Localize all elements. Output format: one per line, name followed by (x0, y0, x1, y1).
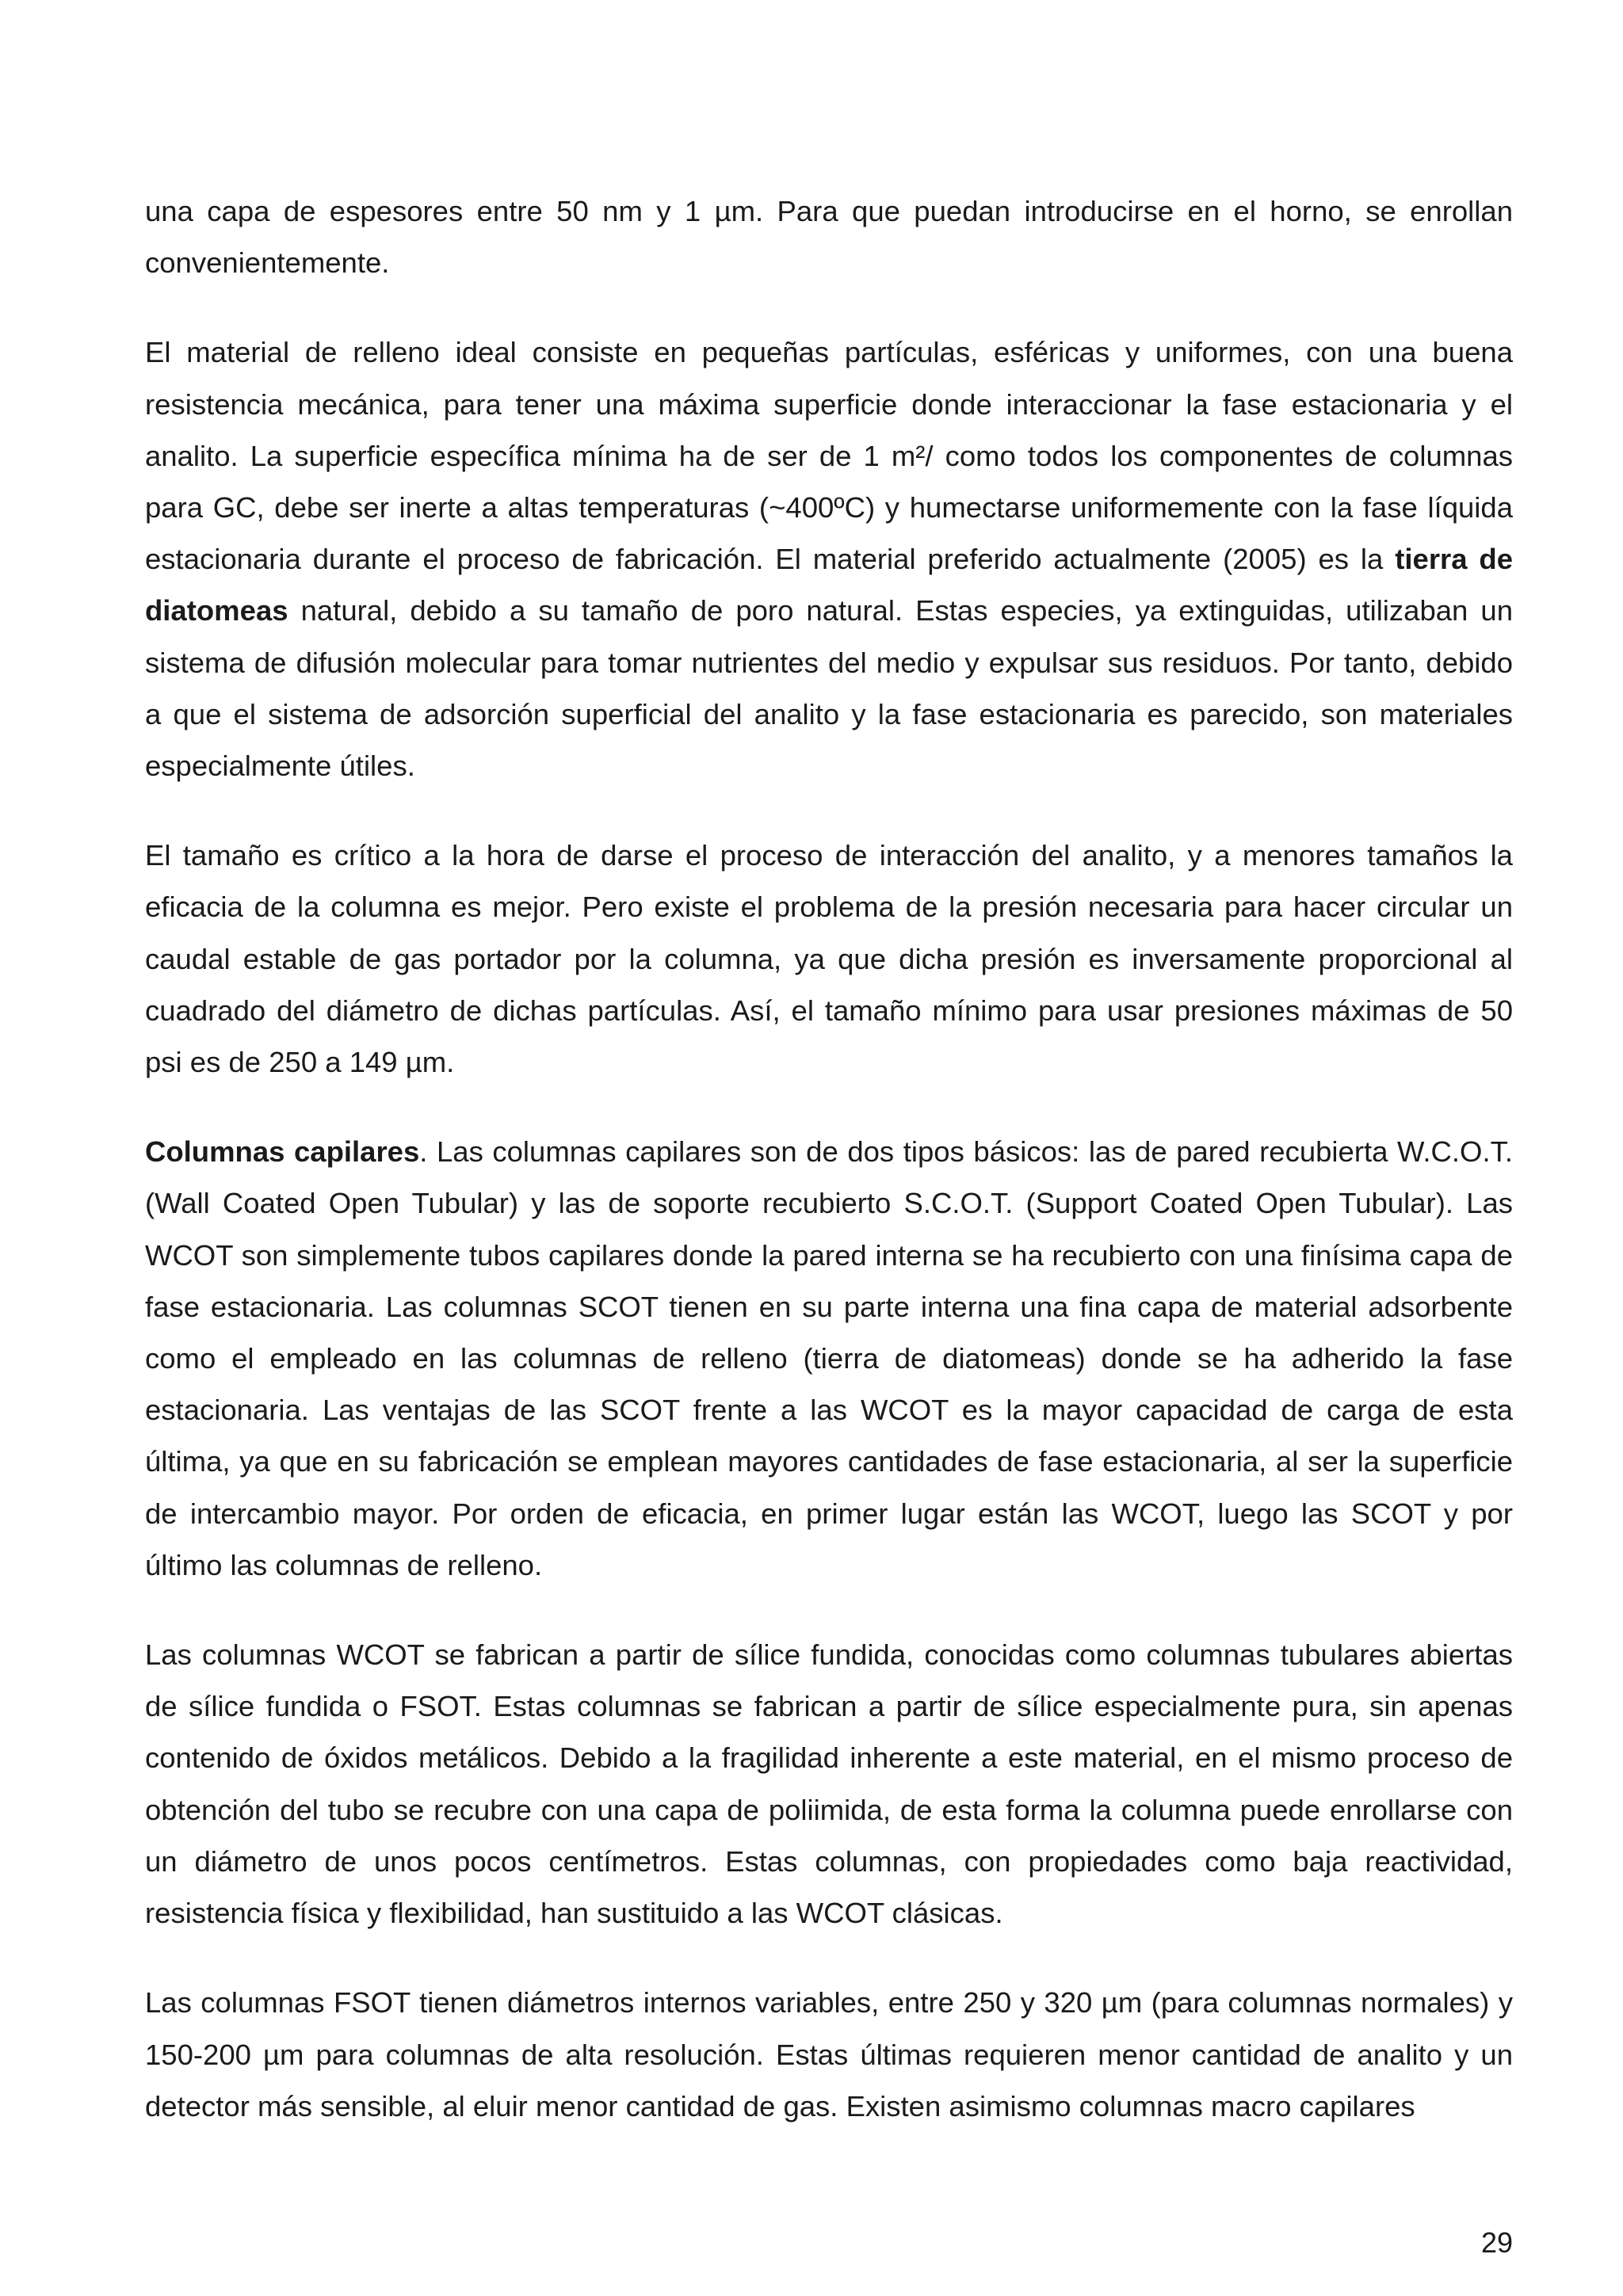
text-segment: natural, debido a su tamaño de poro natural. Estas especies, ya extinguidas, utilizaban un sistema de difusión molecular para tomar nutrientes del medio y expulsar sus residuos. Por tanto, debido a que el sistema de adsorción superficial del analito y la fase estacionaria es parecido, son materiales especialmente útiles. (145, 594, 1513, 783)
paragraph (145, 326, 1513, 791)
page-number: 29 (1480, 2226, 1513, 2259)
paragraph (145, 1977, 1513, 2132)
text-segment: . Las columnas capilares son de dos tipos básicos: las de pared recubierta W.C.O.T. (Wall Coated Open Tubular) y las de soporte recubierto S.C.O.T. (Support Coated Open Tubular). Las WCOT son simplemente tubos capilares donde la pared interna se ha recubierto con una finísima capa de fase estacionaria. Las columnas SCOT tienen en su parte interna una fina capa de material adsorbente como el empleado en las columnas de relleno (tierra de diatomeas) donde se ha adherido la fase estacionaria. Las ventajas de las SCOT frente a las WCOT es la mayor capacidad de carga de esta última, ya que en su fabricación se emplean mayores cantidades de fase estacionaria, al ser la superficie de intercambio mayor. Por orden de eficacia, en primer lugar están las WCOT, luego las SCOT y por último las columnas de relleno. (145, 1135, 1513, 1581)
text-segment: El tamaño es crítico a la hora de darse el proceso de interacción del analito, y a menores tamaños la eficacia de la columna es mejor. Pero existe el problema de la presión necesaria para hacer circular un caudal estable de gas portador por la columna, ya que dicha presión es inversamente proporcional al cuadrado del diámetro de dichas partículas. Así, el tamaño mínimo para usar presiones máximas de 50 psi es de 250 a 149 µm. (145, 839, 1513, 1079)
text-segment: El material de relleno ideal consiste en pequeñas partículas, esféricas y uniformes, con una buena resistencia mecánica, para tener una máxima superficie donde interaccionar la fase estacionaria y el analito. La superficie específica mínima ha de ser de 1 m²/ como todos los componentes de columnas para GC, debe ser inerte a altas temperaturas (~400ºC) y humectarse uniformemente con la fase líquida estacionaria durante el proceso de fabricación. El material preferido actualmente (2005) es la (145, 336, 1513, 576)
bold-text: Columnas capilares (145, 1135, 420, 1169)
paragraph (145, 185, 1513, 288)
document-body (145, 185, 1513, 2170)
text-segment: una capa de espesores entre 50 nm y 1 µm. Para que puedan introducirse en el horno, se enrollan convenientemente. (145, 195, 1513, 280)
paragraph (145, 830, 1513, 1088)
paragraph (145, 1126, 1513, 1591)
text-segment: Las columnas WCOT se fabrican a partir de sílice fundida, conocidas como columnas tubulares abiertas de sílice fundida o FSOT. Estas columnas se fabrican a partir de sílice especialmente pura, sin apenas contenido de óxidos metálicos. Debido a la fragilidad inherente a este material, en el mismo proceso de obtención del tubo se recubre con una capa de poliimida, de esta forma la columna puede enrollarse con un diámetro de unos pocos centímetros. Estas columnas, con propiedades como baja reactividad, resistencia física y flexibilidad, han sustituido a las WCOT clásicas. (145, 1638, 1513, 1930)
bold-text: tierra de diatomeas (145, 543, 1513, 627)
text-segment: Las columnas FSOT tienen diámetros internos variables, entre 250 y 320 µm (para columnas normales) y 150-200 µm para columnas de alta resolución. Estas últimas requieren menor cantidad de analito y un detector más sensible, al eluir menor cantidad de gas. Existen asimismo columnas macro capilares (145, 1986, 1513, 2122)
paragraph (145, 1629, 1513, 1939)
